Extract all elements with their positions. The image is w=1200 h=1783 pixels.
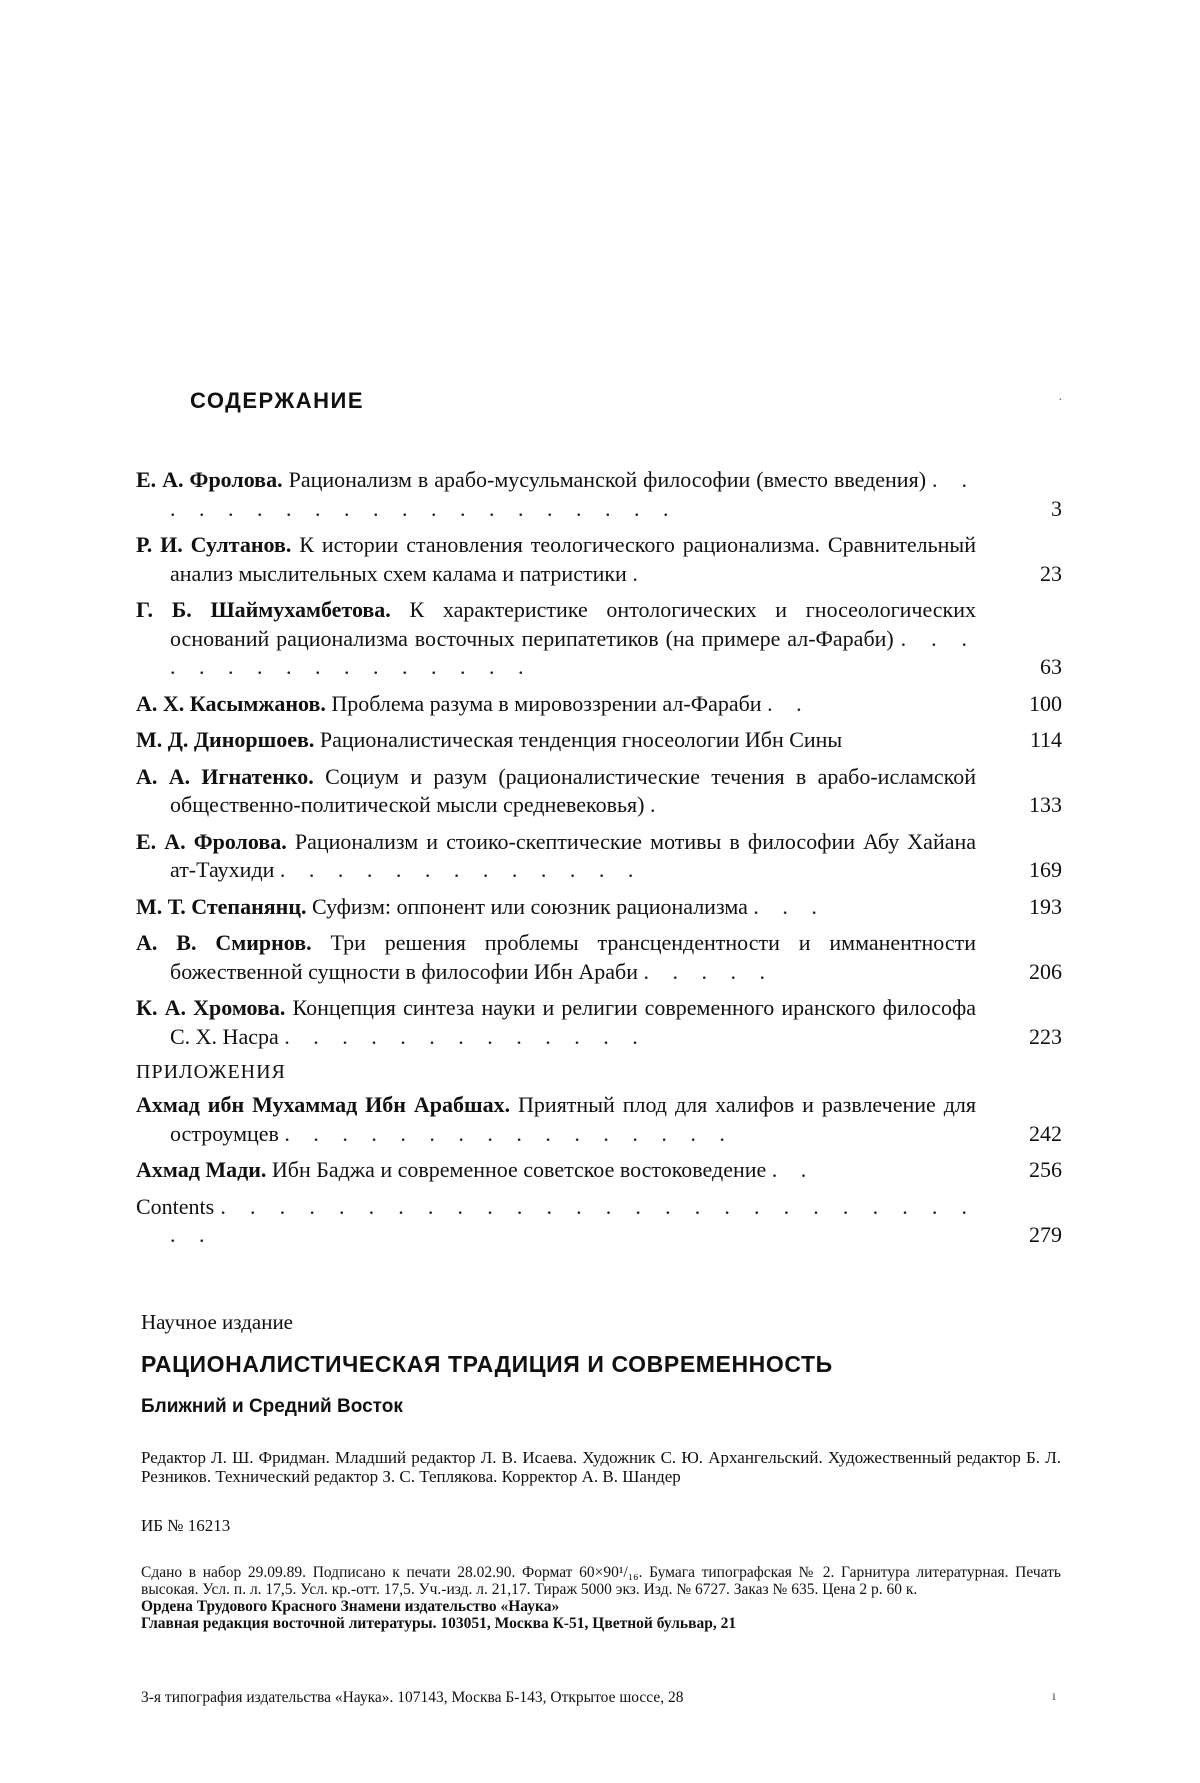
toc-page-number: 23 [1040, 560, 1062, 586]
toc-page-number: 133 [1029, 792, 1062, 817]
toc-page-number: 114 [1029, 727, 1062, 752]
toc-author: Р. И. Султанов. [136, 532, 292, 557]
toc-title: Contents [136, 1193, 215, 1219]
toc-title: Ибн Баджа и современное советское востоковедение [271, 1157, 767, 1182]
printing-house: 3-я типография издательства «Наука». 107143, Москва Б-143, Открытое шоссе, 28 [141, 1689, 684, 1706]
toc-entry: Contents . . . . . . . . . . . . . . . . . . . . . . . . . . . . 279 [136, 1193, 1062, 1250]
page-edge-mark: ı [1052, 1689, 1056, 1704]
toc-entry [136, 726, 1062, 755]
book-subtitle: Ближний и Средний Восток [141, 1396, 403, 1417]
toc-page-number: 206 [1029, 958, 1062, 984]
toc-title: К характеристике онтологических и гносеологических оснований рационализма восточных перипатетиков (на примере ал-Фараби) [170, 597, 976, 651]
toc-entry: А. Х. Касымжанов. Проблема разума в мировоззрении ал-Фараби . . 100 [136, 690, 1062, 719]
appendix-heading: ПРИЛОЖЕНИЯ [136, 1061, 286, 1083]
toc-title: Три решения проблемы трансцендентности и имманентности божественной сущности в философии Ибн Араби [170, 930, 977, 984]
toc-entry: А. А. Игнатенко. Социум и разум (рационалистические течения в арабо-исламской общественно-политической мысли средневековья) . 133 [136, 763, 1062, 820]
toc-author: Г. Б. Шаймухамбетова. [136, 597, 391, 622]
toc-entry: Е. А. Фролова. Рационализм в арабо-мусульманской философии (вместо введения) . . . . . . . . . . . . . . . . . . . . 3 [136, 466, 1062, 523]
toc-author: К. А. Хромова. [136, 995, 286, 1020]
toc-page-number: 279 [1029, 1222, 1062, 1247]
print-data [141, 1564, 1061, 1632]
editorial-office-line: Главная редакция восточной литературы. 103051, Москва К-51, Цветной бульвар, 21 [141, 1615, 737, 1632]
toc-entry: К. А. Хромова. Концепция синтеза науки и религии современного иранского философа С. Х. Насра . . . . . . . . . . . . . 223 [136, 994, 1062, 1051]
toc-title: Концепция синтеза науки и религии современного иранского философа С. Х. Насра [170, 995, 976, 1049]
toc-author: М. Д. Диноршоев. [136, 727, 315, 752]
toc-author: А. В. Смирнов. [136, 930, 312, 955]
book-title: РАЦИОНАЛИСТИЧЕСКАЯ ТРАДИЦИЯ И СОВРЕМЕННОСТЬ [141, 1351, 833, 1377]
toc-author: А. А. Игнатенко. [136, 763, 314, 789]
toc-page-number: 3 [1051, 495, 1062, 521]
toc-author: М. Т. Степанянц. [136, 893, 307, 919]
toc-entry: Г. Б. Шаймухамбетова. К характеристике онтологических и гносеологических оснований рационализма восточных перипатетиков (на примере ал-Фараби) . . . . . . . . . . . . . . . . 63 [136, 596, 1062, 682]
page-dot: · [1058, 393, 1063, 408]
toc-page-number: 242 [1029, 1120, 1062, 1146]
toc-page-number: 63 [1040, 654, 1062, 679]
toc-page-number: 169 [1029, 857, 1062, 882]
publisher-line: Ордена Трудового Красного Знамени издательство «Наука» [141, 1598, 560, 1615]
toc-entry: Ахмад ибн Мухаммад Ибн Арабшах. Приятный плод для халифов и развлечение для остроумцев . . . . . . . . . . . . . . . . 242 [136, 1091, 1062, 1148]
toc-author: Ахмад ибн Мухаммад Ибн Арабшах. [136, 1092, 511, 1117]
toc-entry: Е. А. Фролова. Рационализм и стоико-скептические мотивы в философии Абу Хайана ат-Таухиди . . . . . . . . . . . . . 169 [136, 828, 1062, 885]
toc-title: Приятный плод для халифов и развлечение для остроумцев [170, 1092, 977, 1146]
editorial-credits: Редактор Л. Ш. Фридман. Младший редактор Л. В. Исаева. Художник С. Ю. Архангельский. Художественный редактор Б. Л. Резников. Технический редактор З. С. Теплякова. Корректор А. В. Шандер [141, 1448, 1061, 1486]
toc-title: Проблема разума в мировоззрении ал-Фараби [331, 690, 762, 716]
toc-title: Суфизм: оппонент или союзник рационализма [312, 893, 748, 919]
edition-type: Научное издание [141, 1310, 294, 1334]
toc-title: Рационализм и стоико-скептические мотивы в философии Абу Хайана ат-Таухиди [170, 828, 977, 882]
toc-title: Рационалистическая тенденция гносеологии Ибн Сины [319, 727, 843, 752]
ib-number: ИБ № 16213 [141, 1516, 231, 1535]
toc-page-number: 100 [1029, 690, 1062, 716]
toc-title: Социум и разум (рационалистические течения в арабо-исламской общественно-политической мысли средневековья) [170, 763, 976, 817]
contents-title: СОДЕРЖАНИЕ [190, 388, 365, 413]
toc-entry: А. В. Смирнов. Три решения проблемы трансцендентности и имманентности божественной сущности в философии Ибн Араби . . . . . 206 [136, 929, 1062, 986]
toc-page-number: 193 [1029, 893, 1062, 919]
toc-author: Е. А. Фролова. [136, 828, 287, 854]
toc-author: Ахмад Мади. [136, 1157, 267, 1182]
toc-entry: М. Т. Степанянц. Суфизм: оппонент или союзник рационализма . . . 193 [136, 893, 1062, 922]
print-details: Сдано в набор 29.09.89. Подписано к печати 28.02.90. Формат 60×90¹/₁₆. Бумага типографская № 2. Гарнитура литературная. Печать высокая. Усл. п. л. 17,5. Усл. кр.-отт. 17,5. Уч.-изд. л. 21,17. Тираж 5000 экз. Изд. № 6727. Заказ № 635. Цена 2 р. 60 к. [141, 1564, 1061, 1598]
toc-author: А. Х. Касымжанов. [136, 690, 326, 716]
toc-author: Е. А. Фролова. [136, 467, 283, 492]
table-of-contents [136, 466, 1062, 1258]
toc-page-number: 256 [1029, 1157, 1062, 1182]
toc-title: К истории становления теологического рационализма. Сравнительный анализ мыслительных схем калама и патристики [170, 532, 976, 586]
toc-entry: Ахмад Мади. Ибн Баджа и современное советское востоковедение . . 256 [136, 1156, 1062, 1185]
toc-entry: Р. И. Султанов. К истории становления теологического рационализма. Сравнительный анализ мыслительных схем калама и патристики . 23 [136, 531, 1062, 588]
toc-page-number: 223 [1029, 1023, 1062, 1049]
toc-title: Рационализм в арабо-мусульманской философии (вместо введения) [288, 467, 927, 492]
